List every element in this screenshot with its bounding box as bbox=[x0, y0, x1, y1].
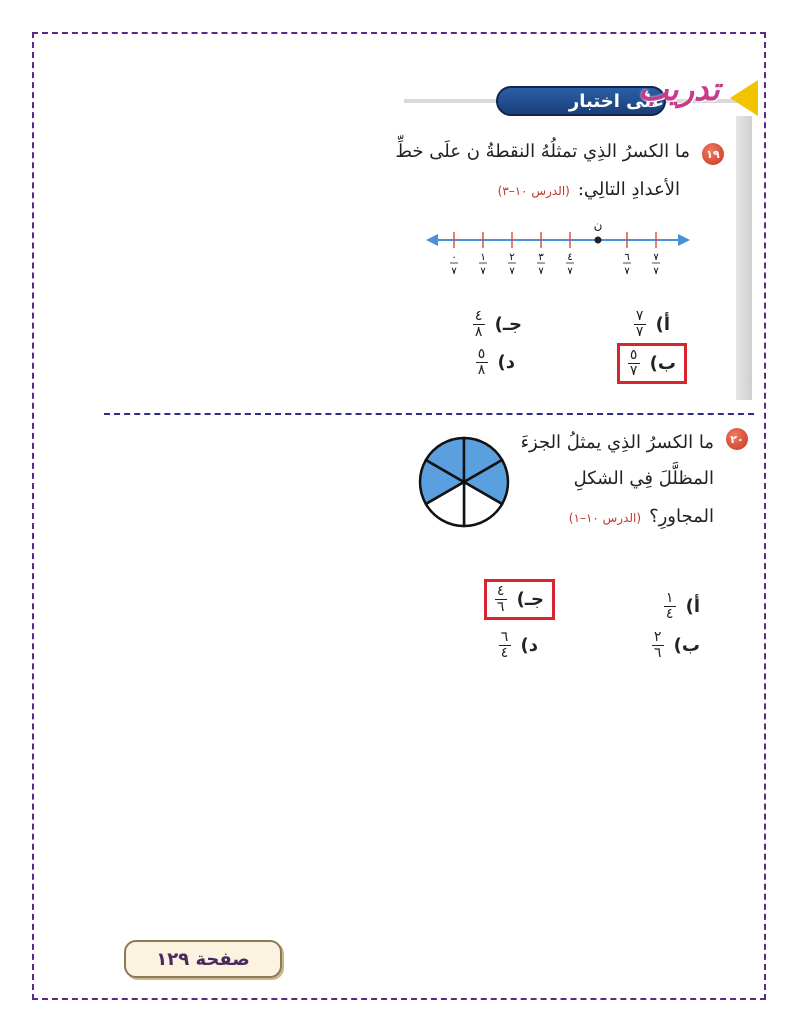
number-line-ticks bbox=[450, 232, 660, 277]
lesson-reference: (الدرس ١٠–٣) bbox=[497, 184, 570, 198]
q19-choice-c-den: ٨ bbox=[474, 324, 483, 340]
banner-logo: تدريب bbox=[638, 70, 720, 108]
page-number-badge: صفحة ١٢٩ bbox=[124, 940, 282, 978]
tick-label-denominator: ٧ bbox=[624, 266, 630, 277]
q20-choice-c-den: ٦ bbox=[496, 599, 505, 615]
tick-label-numerator: ٤ bbox=[567, 252, 573, 263]
q19-choice-a-fraction bbox=[634, 309, 646, 340]
q19-choice-a-num: ٧ bbox=[635, 308, 644, 324]
tick-label-numerator: ٧ bbox=[653, 252, 659, 263]
q20-choice-d-num: ٦ bbox=[500, 629, 509, 645]
question-number-19: ١٩ bbox=[702, 143, 724, 165]
q19-choice-a-den: ٧ bbox=[635, 324, 644, 340]
q19-choice-b-letter: ب) bbox=[649, 353, 676, 374]
q19-choice-b-den: ٧ bbox=[629, 363, 638, 379]
section-divider bbox=[104, 413, 754, 415]
q20-choice-a-den: ٤ bbox=[665, 606, 674, 622]
tick-label-denominator: ٧ bbox=[567, 266, 573, 277]
q19-choice-a[interactable] bbox=[634, 309, 670, 340]
q20-choice-d[interactable] bbox=[499, 630, 538, 661]
q20-choice-a-letter: أ) bbox=[685, 596, 700, 617]
q19-choice-d-den: ٨ bbox=[477, 362, 486, 378]
point-n-marker bbox=[595, 237, 602, 244]
tick-label-numerator: ١ bbox=[480, 252, 486, 263]
q19-choice-d[interactable] bbox=[476, 347, 515, 378]
tick-label-numerator: ٣ bbox=[538, 252, 544, 263]
question-20-line-1: ما الكسرُ الذِي يمثلُ الجزءَ bbox=[520, 432, 714, 453]
q20-choice-c-num: ٤ bbox=[496, 583, 505, 599]
tick-label-denominator: ٧ bbox=[509, 266, 515, 277]
question-19-line-2: الأعدادِ التالِي: bbox=[577, 179, 680, 200]
tick-label-denominator: ٧ bbox=[451, 266, 457, 277]
tick-label-denominator: ٧ bbox=[538, 266, 544, 277]
tick-label-numerator: ٢ bbox=[509, 252, 515, 263]
q19-choice-c-fraction bbox=[473, 309, 485, 340]
question-20-line-3-row bbox=[569, 506, 714, 527]
q20-choice-a-fraction bbox=[664, 591, 676, 622]
tick-label-numerator: ٦ bbox=[624, 252, 630, 263]
fraction-circle-slices bbox=[420, 438, 508, 526]
q19-choice-b-num: ٥ bbox=[629, 347, 638, 363]
q19-choice-b[interactable] bbox=[617, 343, 687, 384]
tick-label-denominator: ٧ bbox=[653, 266, 659, 277]
q20-choice-b-den: ٦ bbox=[653, 645, 662, 661]
q20-choice-b-fraction bbox=[652, 630, 664, 661]
q20-choice-a[interactable] bbox=[664, 591, 700, 622]
lesson-reference: (الدرس ١٠–١) bbox=[568, 511, 642, 525]
q19-choice-d-fraction bbox=[476, 347, 488, 378]
point-n-label: ن bbox=[593, 218, 603, 232]
q20-choice-d-letter: د) bbox=[520, 635, 538, 656]
question-20-line-2: المظلَّلَ فِي الشكلِ bbox=[573, 468, 714, 489]
right-arrow-icon bbox=[678, 234, 690, 246]
banner-text: على اختبار bbox=[568, 90, 664, 112]
side-bar bbox=[736, 116, 752, 400]
q19-choice-a-letter: أ) bbox=[655, 314, 670, 335]
left-arrow-icon bbox=[426, 234, 438, 246]
q20-choice-b-num: ٢ bbox=[653, 629, 662, 645]
fraction-circle bbox=[417, 435, 511, 529]
q19-choice-d-letter: د) bbox=[497, 352, 515, 373]
q20-choice-c[interactable] bbox=[484, 579, 555, 620]
q20-choice-c-letter: جـ) bbox=[516, 589, 544, 610]
tick-label-denominator: ٧ bbox=[480, 266, 486, 277]
tick-label-numerator: ٠ bbox=[451, 252, 457, 263]
question-number-20: ٢٠ bbox=[726, 428, 748, 450]
number-line bbox=[420, 218, 700, 280]
q20-choice-c-fraction bbox=[495, 584, 507, 615]
q19-choice-c[interactable] bbox=[473, 309, 522, 340]
banner-arrow-icon bbox=[730, 80, 758, 116]
q19-choice-c-num: ٤ bbox=[474, 308, 483, 324]
q19-choice-b-fraction bbox=[628, 348, 640, 379]
q20-choice-d-fraction bbox=[499, 630, 511, 661]
question-20-line-3: المجاورِ؟ bbox=[649, 506, 714, 527]
q19-choice-c-letter: جـ) bbox=[494, 314, 522, 335]
q20-choice-b-letter: ب) bbox=[673, 635, 700, 656]
question-19-line-2-row bbox=[498, 179, 680, 200]
q19-choice-d-num: ٥ bbox=[477, 346, 486, 362]
q20-choice-a-num: ١ bbox=[665, 590, 674, 606]
question-19-line-1: ما الكسرُ الذِي تمثلُهُ النقطةُ ن علَى خطِّ bbox=[395, 141, 690, 162]
q20-choice-b[interactable] bbox=[652, 630, 700, 661]
q20-choice-d-den: ٤ bbox=[500, 645, 509, 661]
